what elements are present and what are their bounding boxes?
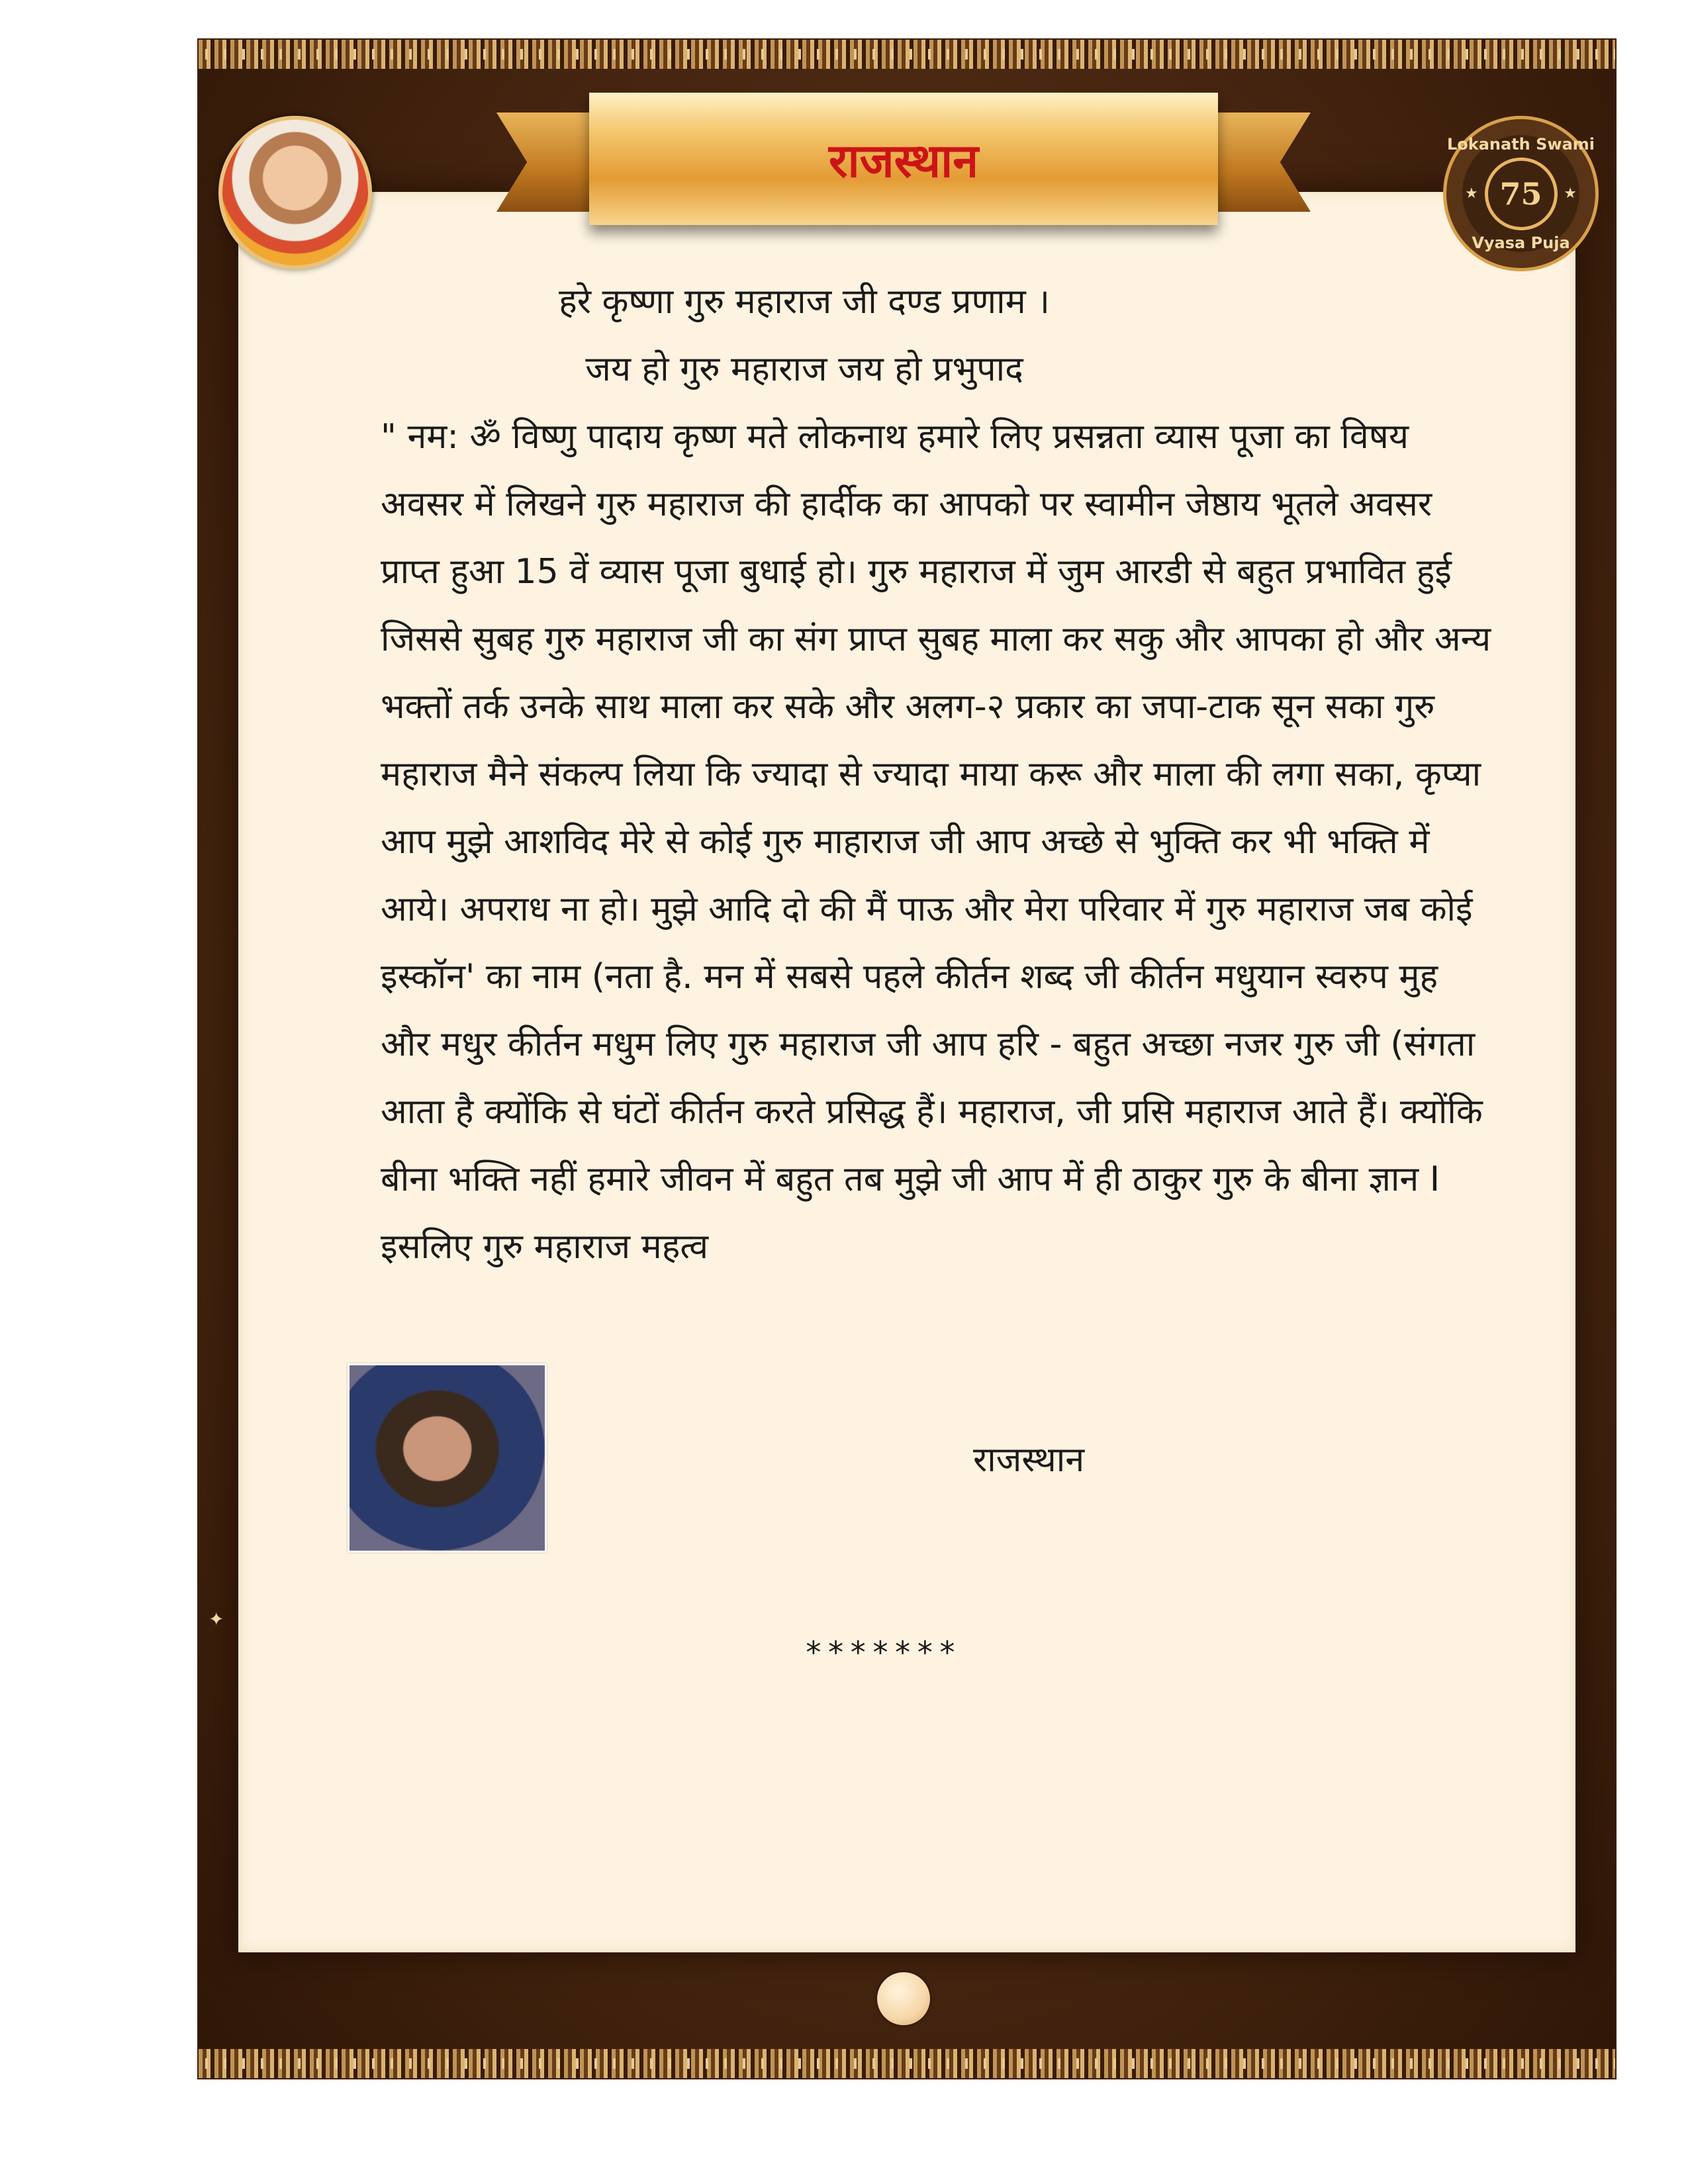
badge-number: 75 (1485, 158, 1558, 230)
letter-body: " नम: ॐ विष्णु पादाय कृष्ण मते लोकनाथ हमारे लिए प्रसन्नता व्यास पूजा का विषय अवसर में लिखने गुरु महाराज की हार्दीक का आपको पर स्वामीन जेष्ठाय भूतले अवसर प्राप्त हुआ 15 वें व्यास पूजा बुधाई हो। गुरु महाराज में जुम आरडी से बहुत प्रभावित हुई जिससे सुबह गुरु महाराज जी का संग प्राप्त सुबह माला कर सकु और आपका हो और अन्य भक्तों तर्क उनके साथ माला कर सके और अलग-२ प्रकार का जपा-टाक सून सका गुरु महाराज मैने संकल्प लिया कि ज्यादा से ज्यादा माया करू और माला की लगा सका, कृप्या आप मुझे आशविद मेरे से कोई गुरु माहाराज जी आप अच्छे से भुक्ति कर भी भक्ति में आये। अपराध ना हो। मुझे आदि दो की मैं पाऊ और मेरा परिवार में गुरु महाराज जब कोई इस्कॉन' का नाम (नता है. मन में सबसे पहले कीर्तन शब्द जी कीर्तन मधुयान स्वरुप मुह और मधुर कीर्तन मधुम लिए गुरु महाराज जी आप हरि - बहुत अच्छा नजर गुरु जी (संगता आता है क्योंकि से घंटों कीर्तन करते प्रसिद्ध हैं। महाराज, जी प्रसि महाराज आते हैं। क्योंकि बीना भक्ति नहीं हमारे जीवन में बहुत तब मुझे जी आप में ही ठाकुर गुरु के बीना ज्ञान I इसलिए गुरु महाराज महत्व (381, 417, 1491, 1267)
bottom-ornament-icon (877, 1972, 930, 2025)
bottom-border-pattern (199, 2049, 1615, 2078)
guru-portrait-icon (218, 116, 372, 269)
separator-stars: ******* (804, 1635, 961, 1670)
vyasa-puja-75-badge-icon (1443, 116, 1599, 271)
signature-place: राजस्थान (973, 1440, 1085, 1480)
salutation-line-2: जय हो गुरु महाराज जय हो प्रभुपाद (585, 349, 1023, 389)
title-ribbon (496, 93, 1311, 265)
badge-top-text: Lokanath Swami (1446, 135, 1595, 154)
top-border-pattern (199, 40, 1615, 69)
sparkle-icon: ✦ (209, 1608, 224, 1630)
star-icon: ★ (1465, 185, 1478, 202)
page-title: राजस्थान (828, 134, 979, 188)
ribbon-banner (589, 93, 1218, 225)
letter-text (381, 268, 1493, 1281)
badge-bottom-text: Vyasa Puja (1472, 234, 1570, 252)
star-icon: ★ (1564, 185, 1577, 202)
salutation-line-1: हरे कृष्णा गुरु महाराज जी दण्ड प्रणाम । (559, 282, 1050, 322)
writer-photo-icon (348, 1363, 547, 1553)
